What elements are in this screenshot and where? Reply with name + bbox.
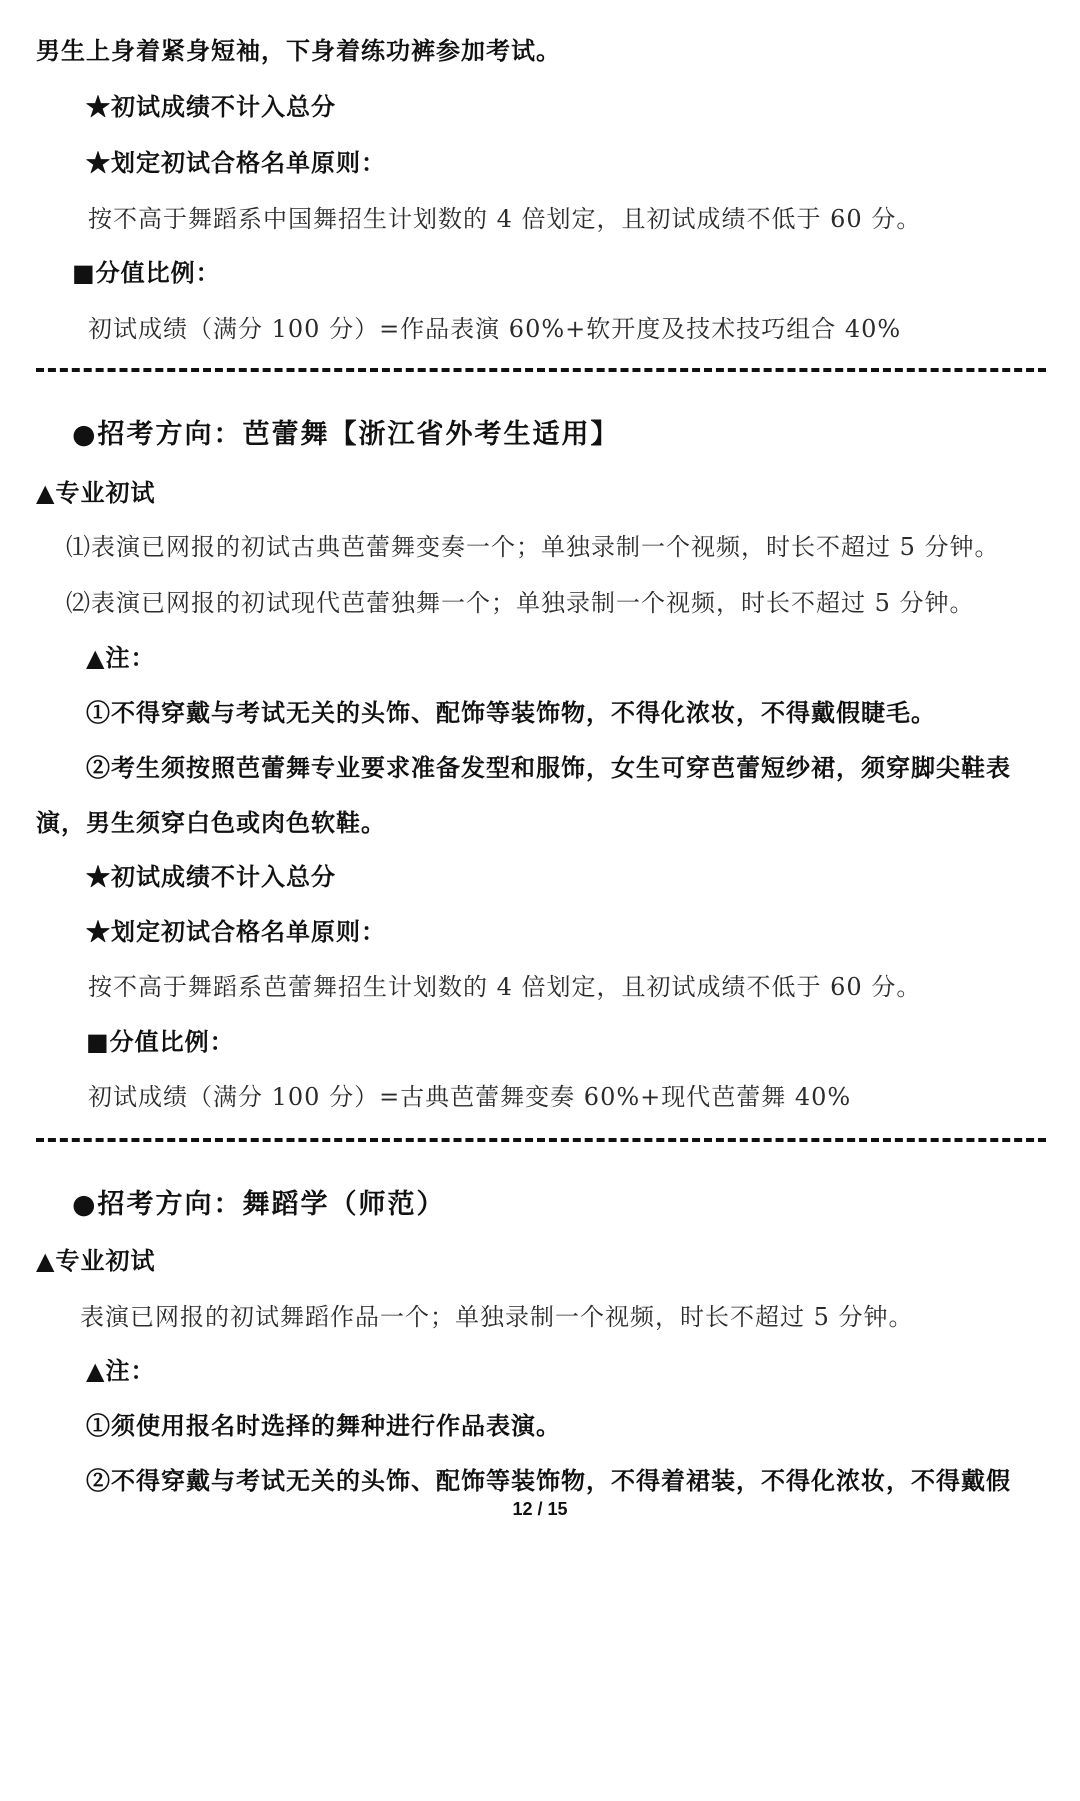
note-first-round-score: ★初试成绩不计入总分 xyxy=(86,92,336,121)
text-line: ①须使用报名时选择的舞种进行作品表演。 xyxy=(86,1411,561,1440)
text-line: ①不得穿戴与考试无关的头饰、配饰等装饰物，不得化浓妆，不得戴假睫毛。 xyxy=(86,698,936,727)
text-line: 按不高于舞蹈系芭蕾舞招生计划数的 4 倍划定，且初试成绩不低于 60 分。 xyxy=(88,973,922,1001)
section-divider xyxy=(36,1138,1046,1142)
section-heading-dance-studies: ●招考方向：舞蹈学（师范） xyxy=(72,1189,446,1220)
note-label: ▲注： xyxy=(86,643,156,672)
score-ratio-label: ■分值比例： xyxy=(86,1027,235,1056)
note-first-round-score: ★初试成绩不计入总分 xyxy=(86,862,336,891)
subheading-first-round: ▲专业初试 xyxy=(36,1246,156,1275)
section-heading-ballet: ●招考方向：芭蕾舞【浙江省外考生适用】 xyxy=(72,419,620,450)
text-line: ②不得穿戴与考试无关的头饰、配饰等装饰物，不得着裙装，不得化浓妆，不得戴假 xyxy=(86,1466,1011,1495)
note-label: ▲注： xyxy=(86,1356,156,1385)
text-line: 按不高于舞蹈系中国舞招生计划数的 4 倍划定，且初试成绩不低于 60 分。 xyxy=(88,205,922,233)
section-divider xyxy=(36,368,1046,372)
score-ratio-label: ■分值比例： xyxy=(72,258,221,287)
text-line: ⑴表演已网报的初试古典芭蕾舞变奏一个；单独录制一个视频，时长不超过 5 分钟。 xyxy=(66,533,1000,561)
text-line: 表演已网报的初试舞蹈作品一个；单独录制一个视频，时长不超过 5 分钟。 xyxy=(80,1303,914,1331)
text-line: ⑵表演已网报的初试现代芭蕾独舞一个；单独录制一个视频，时长不超过 5 分钟。 xyxy=(66,589,975,617)
note-pass-list-principle: ★划定初试合格名单原则： xyxy=(86,917,386,946)
text-line: 初试成绩（满分 100 分）=古典芭蕾舞变奏 60%+现代芭蕾舞 40% xyxy=(88,1083,852,1111)
text-line: ②考生须按照芭蕾舞专业要求准备发型和服饰，女生可穿芭蕾短纱裙，须穿脚尖鞋表 xyxy=(86,753,1011,782)
text-line: 初试成绩（满分 100 分）=作品表演 60%+软开度及技术技巧组合 40% xyxy=(88,315,902,343)
page-number: 12 / 15 xyxy=(512,1499,568,1519)
subheading-first-round: ▲专业初试 xyxy=(36,478,156,507)
text-line: 演，男生须穿白色或肉色软鞋。 xyxy=(36,808,386,837)
note-pass-list-principle: ★划定初试合格名单原则： xyxy=(86,148,386,177)
text-line: 男生上身着紧身短袖，下身着练功裤参加考试。 xyxy=(36,36,561,65)
